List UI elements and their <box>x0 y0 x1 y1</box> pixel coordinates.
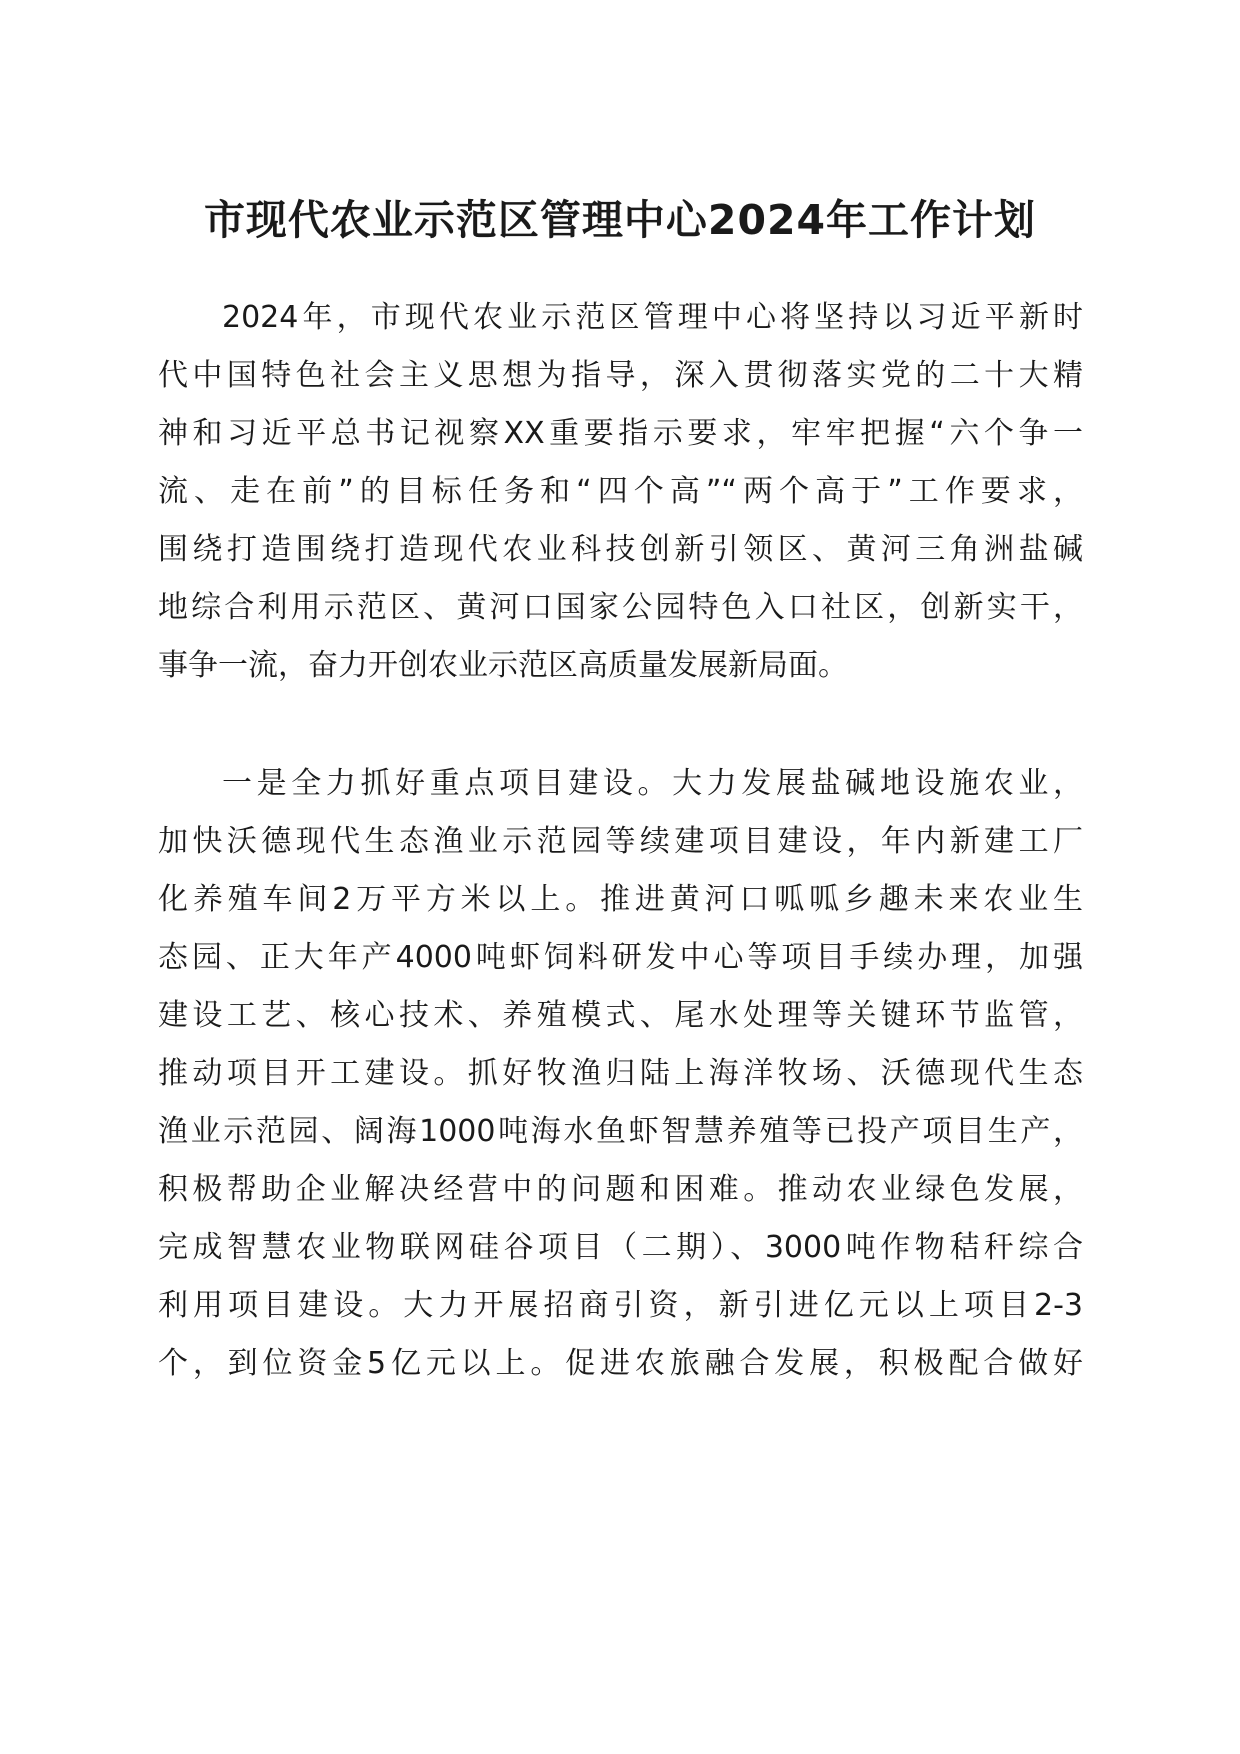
document-title: 市现代农业示范区管理中心2024年工作计划 <box>203 196 1037 244</box>
paragraph-2-line-4: 态园、正大年产4000吨虾饲料研发中心等项目手续办理，加强 <box>158 940 1083 975</box>
paragraph-1-line-2: 代中国特色社会主义思想为指导，深入贯彻落实党的二十大精 <box>158 358 1083 393</box>
paragraph-2-line-9: 完成智慧农业物联网硅谷项目（二期）、3000吨作物秸秆综合 <box>158 1230 1083 1265</box>
paragraph-1-line-7: 事争一流，奋力开创农业示范区高质量发展新局面。 <box>158 648 848 683</box>
paragraph-2-line-5: 建设工艺、核心技术、养殖模式、尾水处理等关键环节监管， <box>158 998 1083 1033</box>
paragraph-2-line-10: 利用项目建设。大力开展招商引资，新引进亿元以上项目2-3 <box>158 1288 1083 1323</box>
paragraph-2-line-11: 个，到位资金5亿元以上。促进农旅融合发展，积极配合做好 <box>158 1346 1083 1381</box>
paragraph-2-line-3: 化养殖车间2万平方米以上。推进黄河口呱呱乡趣未来农业生 <box>158 882 1083 917</box>
paragraph-2-line-2: 加快沃德现代生态渔业示范园等续建项目建设，年内新建工厂 <box>158 824 1083 859</box>
paragraph-1-line-6: 地综合利用示范区、黄河口国家公园特色入口社区，创新实干， <box>158 590 1083 625</box>
paragraph-2-line-7: 渔业示范园、阔海1000吨海水鱼虾智慧养殖等已投产项目生产， <box>158 1114 1083 1149</box>
paragraph-1-line-1: 2024年，市现代农业示范区管理中心将坚持以习近平新时 <box>222 300 1083 335</box>
paragraph-1-line-4: 流、走在前”的目标任务和“四个高”“两个高于”工作要求， <box>158 474 1083 509</box>
paragraph-1-line-3: 神和习近平总书记视察XX重要指示要求，牢牢把握“六个争一 <box>158 416 1083 451</box>
paragraph-2-line-1: 一是全力抓好重点项目建设。大力发展盐碱地设施农业， <box>222 766 1083 801</box>
paragraph-2-line-6: 推动项目开工建设。抓好牧渔归陆上海洋牧场、沃德现代生态 <box>158 1056 1083 1091</box>
paragraph-1-line-5: 围绕打造围绕打造现代农业科技创新引领区、黄河三角洲盐碱 <box>158 532 1083 567</box>
paragraph-2-line-8: 积极帮助企业解决经营中的问题和困难。推动农业绿色发展， <box>158 1172 1083 1207</box>
